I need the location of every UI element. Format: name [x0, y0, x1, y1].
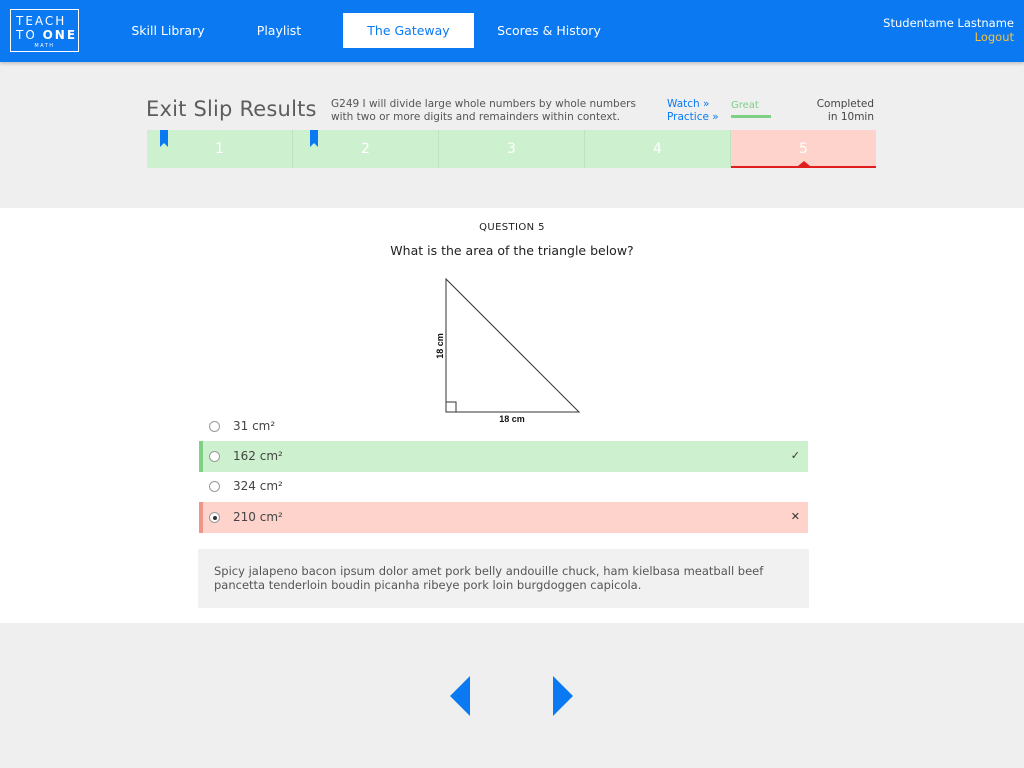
answer-text: 31 cm² [233, 419, 276, 433]
answer-text: 324 cm² [233, 479, 283, 493]
logo-line-3: MATH [34, 43, 55, 49]
next-arrow-icon[interactable] [553, 676, 573, 716]
question-tab-1[interactable]: 1 [147, 130, 293, 168]
watch-link[interactable]: Watch » [667, 98, 710, 110]
logo-line-2: TO ONE [16, 28, 78, 42]
question-text: What is the area of the triangle below? [390, 243, 634, 258]
page-title: Exit Slip Results [146, 97, 317, 121]
radio-button[interactable] [209, 451, 220, 462]
triangle-base-label: 18 cm [499, 414, 525, 424]
nav-playlist[interactable]: Playlist [256, 23, 302, 38]
logout-link[interactable]: Logout [974, 30, 1014, 44]
explanation-box: Spicy jalapeno bacon ipsum dolor amet pork belly andouille chuck, ham kielbasa meatball beef pancetta tenderloin boudin picanha ribeye pork loin burgdoggen capicola. [198, 549, 809, 608]
teach-to-one-logo[interactable] [10, 9, 79, 52]
bookmark-icon [310, 130, 318, 143]
question-tab-4[interactable]: 4 [585, 130, 731, 168]
question-panel [0, 208, 1024, 623]
answer-option-3[interactable] [199, 471, 808, 502]
skill-objective: G249 I will divide large whole numbers by whole numbers with two or more digits and remainders within context. [331, 98, 636, 123]
nav-the-gateway[interactable]: The Gateway [343, 13, 474, 48]
top-navigation-bar [0, 0, 1024, 62]
answer-option-2[interactable] [199, 441, 808, 472]
check-icon: ✓ [790, 449, 800, 462]
rating-bar [731, 115, 771, 118]
help-links [667, 98, 719, 124]
previous-arrow-icon[interactable] [450, 676, 470, 716]
nav-skill-library[interactable]: Skill Library [131, 23, 205, 38]
bookmark-icon [160, 130, 168, 143]
nav-scores-history[interactable]: Scores & History [497, 23, 601, 38]
active-caret-icon [798, 161, 810, 166]
user-name: Studentame Lastname [883, 16, 1014, 30]
question-tab-2[interactable]: 2 [293, 130, 439, 168]
practice-link[interactable]: Practice » [667, 111, 719, 123]
rating-label: Great [731, 100, 759, 111]
completion-time: Completed in 10min [816, 98, 874, 123]
close-x-icon: ✕ [790, 510, 800, 523]
radio-button[interactable] [209, 421, 220, 432]
triangle-shape [446, 279, 579, 412]
user-info [883, 16, 1014, 44]
radio-button[interactable] [209, 481, 220, 492]
answer-text: 162 cm² [233, 449, 283, 463]
logo-line-1: TEACH [16, 14, 67, 28]
question-tab-3[interactable]: 3 [439, 130, 585, 168]
answer-option-4[interactable] [199, 502, 808, 533]
question-tabs [147, 130, 876, 168]
answer-option-1[interactable] [199, 411, 808, 442]
right-triangle-figure [430, 276, 590, 426]
question-tab-5[interactable]: 5 [731, 130, 876, 168]
answer-text: 210 cm² [233, 510, 283, 524]
question-number: QUESTION 5 [479, 222, 545, 233]
radio-button-selected[interactable] [209, 512, 220, 523]
triangle-height-label: 18 cm [435, 333, 445, 359]
